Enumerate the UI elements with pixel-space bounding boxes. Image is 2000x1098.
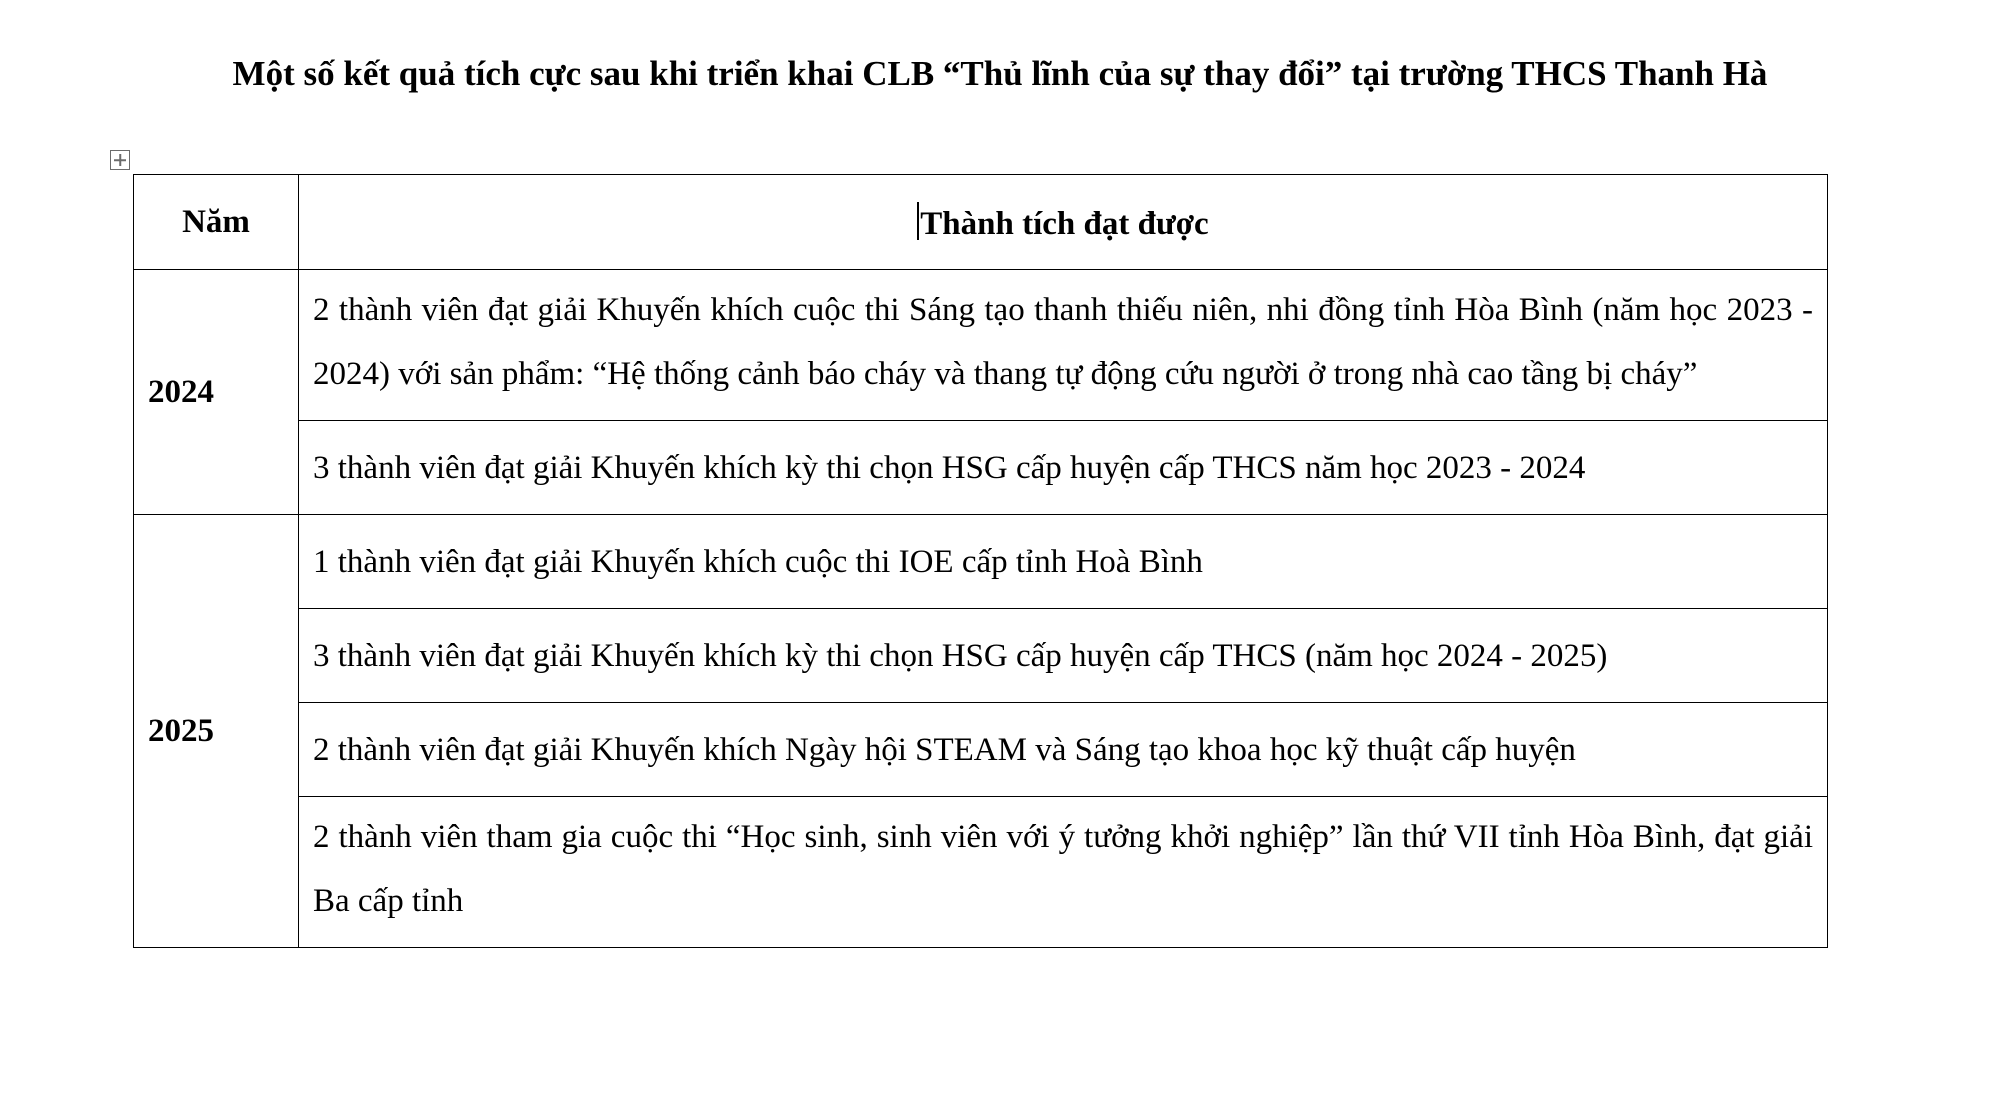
achievement-cell[interactable]: 2 thành viên tham gia cuộc thi “Học sinh, sinh viên với ý tưởng khởi nghiệp” lần thứ VII tỉnh Hòa Bình, đạt giải Ba cấp tỉnh — [299, 797, 1828, 948]
achievement-cell[interactable]: 3 thành viên đạt giải Khuyến khích kỳ thi chọn HSG cấp huyện cấp THCS năm học 2023 - 2024 — [299, 421, 1828, 515]
table-row — [134, 703, 1828, 797]
table-row — [134, 515, 1828, 609]
year-cell-2024[interactable]: 2024 — [134, 270, 299, 515]
achievement-cell[interactable]: 1 thành viên đạt giải Khuyến khích cuộc thi IOE cấp tỉnh Hoà Bình — [299, 515, 1828, 609]
achievement-cell[interactable]: 2 thành viên đạt giải Khuyến khích cuộc thi Sáng tạo thanh thiếu niên, nhi đồng tỉnh Hòa Bình (năm học 2023 - 2024) với sản phẩm: “Hệ thống cảnh báo cháy và thang tự động cứu người ở trong nhà cao tầng bị cháy” — [299, 270, 1828, 421]
year-column-header[interactable]: Năm — [134, 175, 299, 270]
achievement-column-header-label: Thành tích đạt được — [920, 205, 1209, 242]
table-move-handle-icon[interactable] — [110, 150, 130, 170]
achievement-cell[interactable]: 3 thành viên đạt giải Khuyến khích kỳ thi chọn HSG cấp huyện cấp THCS (năm học 2024 - 2025) — [299, 609, 1828, 703]
table-row — [134, 609, 1828, 703]
table-row — [134, 797, 1828, 948]
table-header-row — [134, 175, 1828, 270]
text-cursor — [917, 202, 919, 240]
table-row — [134, 270, 1828, 421]
document-title: Một số kết quả tích cực sau khi triển khai CLB “Thủ lĩnh của sự thay đổi” tại trường THCS Thanh Hà — [232, 54, 1768, 93]
table-row — [134, 421, 1828, 515]
achievement-cell[interactable]: 2 thành viên đạt giải Khuyến khích Ngày hội STEAM và Sáng tạo khoa học kỹ thuật cấp huyện — [299, 703, 1828, 797]
achievement-column-header[interactable] — [299, 175, 1828, 270]
year-cell-2025[interactable]: 2025 — [134, 515, 299, 948]
achievements-table — [133, 174, 1828, 948]
